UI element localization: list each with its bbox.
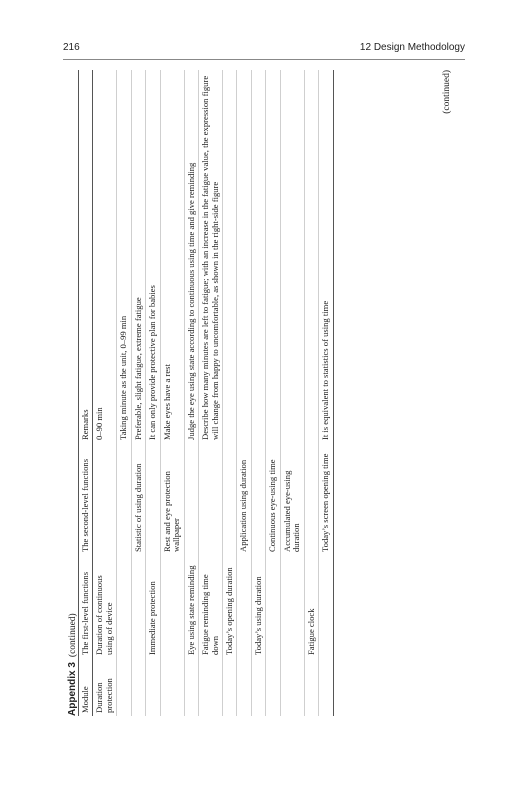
cell-remarks [237,70,251,444]
cell-second-level [184,444,198,555]
cell-first-level: Today’s opening duration [223,567,234,655]
cell-second-level [146,444,160,555]
cell-second-level: Rest and eye protection wallpaper [161,471,182,552]
header-rule [63,59,465,60]
cell-second-level [117,444,131,555]
cell-second-level [93,444,117,555]
cell-module [160,658,184,716]
cell-first-level [237,555,251,658]
cell-second-level: Continuous eye-using time [267,459,278,552]
table-row [222,70,236,716]
cell-remarks: Preferable, slight fatigue, extreme fatigue [132,297,143,440]
table-row [280,70,304,716]
table-header-row [79,70,93,716]
cell-module [280,658,304,716]
cell-remarks [222,70,236,444]
table-row [304,70,318,716]
cell-remarks: Taking minute as the unit, 0–99 min [118,315,129,440]
header-first-level: The first-level functions [80,571,90,655]
table-row [160,70,184,716]
header-module: Module [80,686,90,713]
cell-first-level: Duration of continuous using of device [94,575,114,655]
header-remarks: Remarks [80,409,90,440]
rotated-table-page [62,70,466,716]
cell-remarks [304,70,318,444]
cell-first-level [280,555,304,658]
cell-first-level: Eye using state reminding [185,565,196,655]
running-head [63,42,465,58]
cell-module [237,658,251,716]
cell-first-level: Fatigue reminding time down [200,574,220,655]
table-row [117,70,131,716]
header-second-level: The second-level functions [80,458,90,552]
cell-remarks: It can only provide protective plan for babies [147,285,158,440]
table-row [319,70,333,716]
appendix-table [78,70,334,716]
cell-module [266,658,280,716]
cell-remarks: Describe how many minutes are left to fatigue; with an increase in the fatigue value, the expression figure will change from happy to uncomfortable, as shown in the right-side figure [200,75,220,440]
cell-remarks: Make eyes have a rest [161,364,172,440]
continued-note: (continued) [442,70,452,114]
cell-module [117,658,131,716]
cell-module [131,658,145,716]
cell-remarks [280,70,304,444]
cell-remarks: It is equivalent to statistics of using time [320,300,331,440]
cell-remarks [266,70,280,444]
cell-second-level [222,444,236,555]
cell-remarks [251,70,265,444]
table-row [199,70,223,716]
cell-first-level: Fatigue clock [305,608,316,655]
cell-second-level [304,444,318,555]
cell-second-level: Application using duration [238,459,249,552]
table-row [237,70,251,716]
cell-second-level: Today’s screen opening time [320,453,331,552]
table-row [251,70,265,716]
cell-remarks: Judge the eye using state according to continuous using time and give reminding [185,162,196,440]
table-row [266,70,280,716]
cell-module [319,658,333,716]
cell-module [222,658,236,716]
table-row [93,70,117,716]
caption-continuation: (continued) [68,613,78,658]
cell-second-level [199,444,223,555]
cell-second-level: Accumulated eye-using duration [281,470,302,552]
cell-first-level [131,555,145,658]
chapter-title: 12 Design Methodology [359,42,465,53]
table-row [131,70,145,716]
cell-remarks: 0–90 min [94,407,105,440]
cell-first-level [266,555,280,658]
cell-module: Duration protection [94,678,114,713]
cell-module [146,658,160,716]
cell-module [184,658,198,716]
cell-first-level: Today’s using duration [252,576,263,655]
cell-module [199,658,223,716]
page-number: 216 [63,42,80,53]
cell-second-level: Statistic of using duration [132,463,143,552]
cell-module [304,658,318,716]
cell-first-level: Immediate protection [147,581,158,655]
table-row [184,70,198,716]
cell-first-level [160,555,184,658]
cell-module [251,658,265,716]
cell-first-level [117,555,131,658]
table-caption [62,613,76,716]
caption-label: Appendix 3 [67,662,78,716]
cell-second-level [251,444,265,555]
table-row [146,70,160,716]
cell-first-level [319,555,333,658]
